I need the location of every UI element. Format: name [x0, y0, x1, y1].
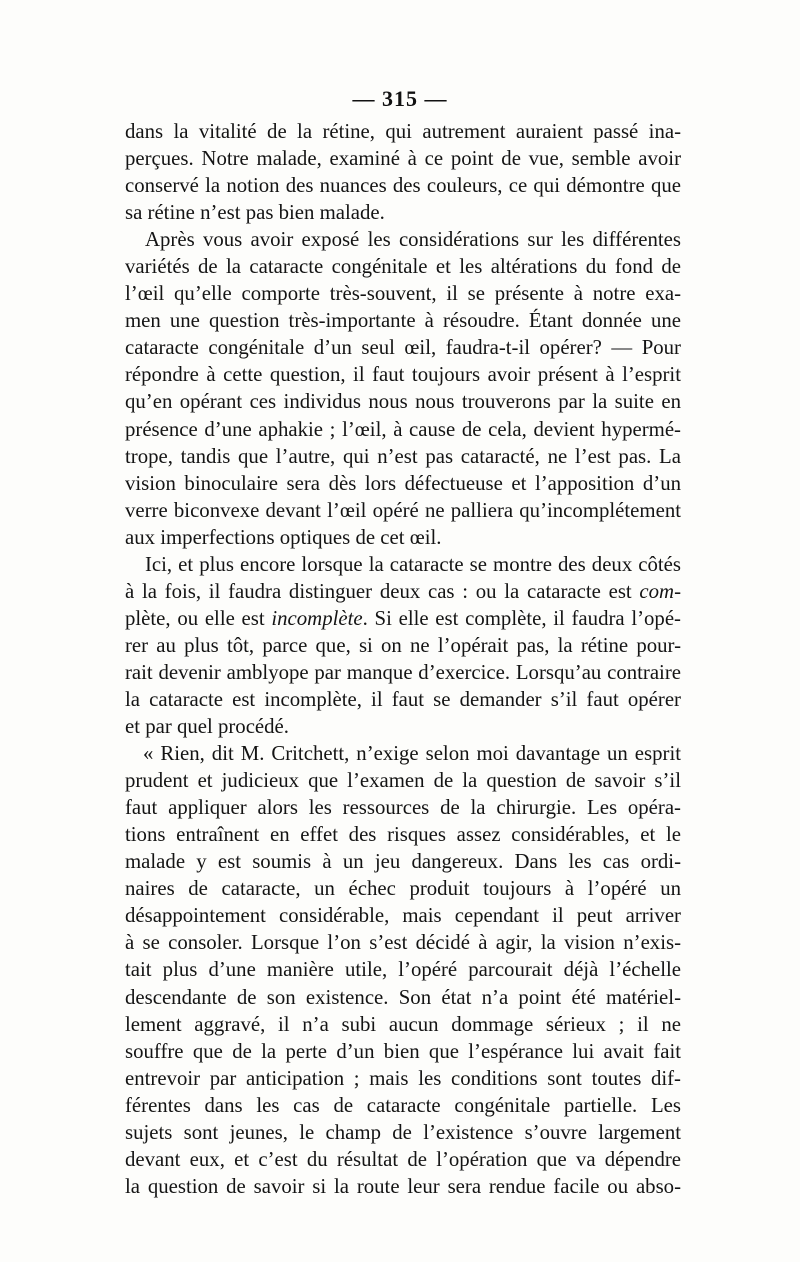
text-line: « Rien, dit M. Critchett, n’exige selon moi davantage un esprit — [143, 742, 681, 766]
text-line: cataracte congénitale d’un seul œil, faudra-t-il opérer? — Pour — [125, 336, 681, 360]
text-line: la cataracte est incomplète, il faut se demander s’il faut opérer — [125, 687, 681, 711]
text-line: faut appliquer alors les ressources de la chirurgie. Les opéra- — [125, 796, 681, 820]
text-line: conservé la notion des nuances des couleurs, ce qui démontre que — [125, 174, 681, 198]
text-line: trope, tandis que l’autre, qui n’est pas cataracté, ne l’est pas. La — [125, 444, 681, 468]
text-line: férentes dans les cas de cataracte congénitale partielle. Les — [125, 1093, 681, 1117]
text-line: à la fois, il faudra distinguer deux cas : ou la cataracte est com- — [125, 579, 681, 603]
text-line: prudent et judicieux que l’examen de la question de savoir s’il — [125, 769, 681, 793]
text-line: naires de cataracte, un échec produit toujours à l’opéré un — [125, 877, 681, 901]
text-line: variétés de la cataracte congénitale et les altérations du fond de — [125, 255, 681, 279]
text-line: lement aggravé, il n’a subi aucun dommage sérieux ; il ne — [125, 1012, 681, 1036]
text-line: répondre à cette question, il faut toujours avoir présent à l’esprit — [125, 363, 681, 387]
text-line: à se consoler. Lorsque l’on s’est décidé à agir, la vision n’exis- — [125, 931, 681, 955]
text-line: verre biconvexe devant l’œil opéré ne palliera qu’incomplétement — [125, 498, 681, 522]
text-line: perçues. Notre malade, examiné à ce point de vue, semble avoir — [125, 147, 681, 171]
text-line: devant eux, et c’est du résultat de l’opération que va dépendre — [125, 1147, 681, 1171]
text-line: men une question très-importante à résoudre. Étant donnée une — [125, 309, 681, 333]
text-line: la question de savoir si la route leur sera rendue facile ou abso- — [125, 1174, 681, 1198]
text-line: dans la vitalité de la rétine, qui autrement auraient passé ina- — [125, 120, 681, 143]
text-line: vision binoculaire sera dès lors défectueuse et l’apposition d’un — [125, 471, 681, 495]
text-line: sujets sont jeunes, le champ de l’existence s’ouvre largement — [125, 1120, 681, 1144]
text-line: tait plus d’une manière utile, l’opéré parcourait déjà l’échelle — [125, 958, 681, 982]
text-line: descendante de son existence. Son état n’a point été matériel- — [125, 985, 681, 1009]
text-line: rer au plus tôt, parce que, si on ne l’opérait pas, la rétine pour- — [125, 633, 681, 657]
page-number: — 315 — — [352, 86, 448, 111]
text-line: malade y est soumis à un jeu dangereux. Dans les cas ordi- — [125, 850, 681, 874]
text-line: l’œil qu’elle comporte très-souvent, il se présente à notre exa- — [125, 282, 681, 306]
text-line: Après vous avoir exposé les considérations sur les différentes — [145, 228, 681, 252]
text-line: présence d’une aphakie ; l’œil, à cause de cela, devient hypermé- — [125, 417, 681, 441]
text-line: aux imperfections optiques de cet œil. — [125, 525, 442, 549]
text-line: rait devenir amblyope par manque d’exercice. Lorsqu’au contraire — [125, 660, 681, 684]
text-line: Ici, et plus encore lorsque la cataracte se montre des deux côtés — [145, 552, 681, 576]
text-line: désappointement considérable, mais cependant il peut arriver — [125, 904, 681, 928]
text-line: et par quel procédé. — [125, 715, 289, 739]
text-line: qu’en opérant ces individus nous nous trouverons par la suite en — [125, 390, 681, 414]
body-text — [125, 118, 681, 1200]
text-line: plète, ou elle est incomplète. Si elle est complète, il faudra l’opé- — [125, 606, 681, 630]
text-line: tions entraînent en effet des risques assez considérables, et le — [125, 823, 681, 847]
text-line: sa rétine n’est pas bien malade. — [125, 201, 385, 225]
text-line: entrevoir par anticipation ; mais les conditions sont toutes dif- — [125, 1066, 681, 1090]
text-line: souffre que de la perte d’un bien que l’espérance lui avait fait — [125, 1039, 681, 1063]
